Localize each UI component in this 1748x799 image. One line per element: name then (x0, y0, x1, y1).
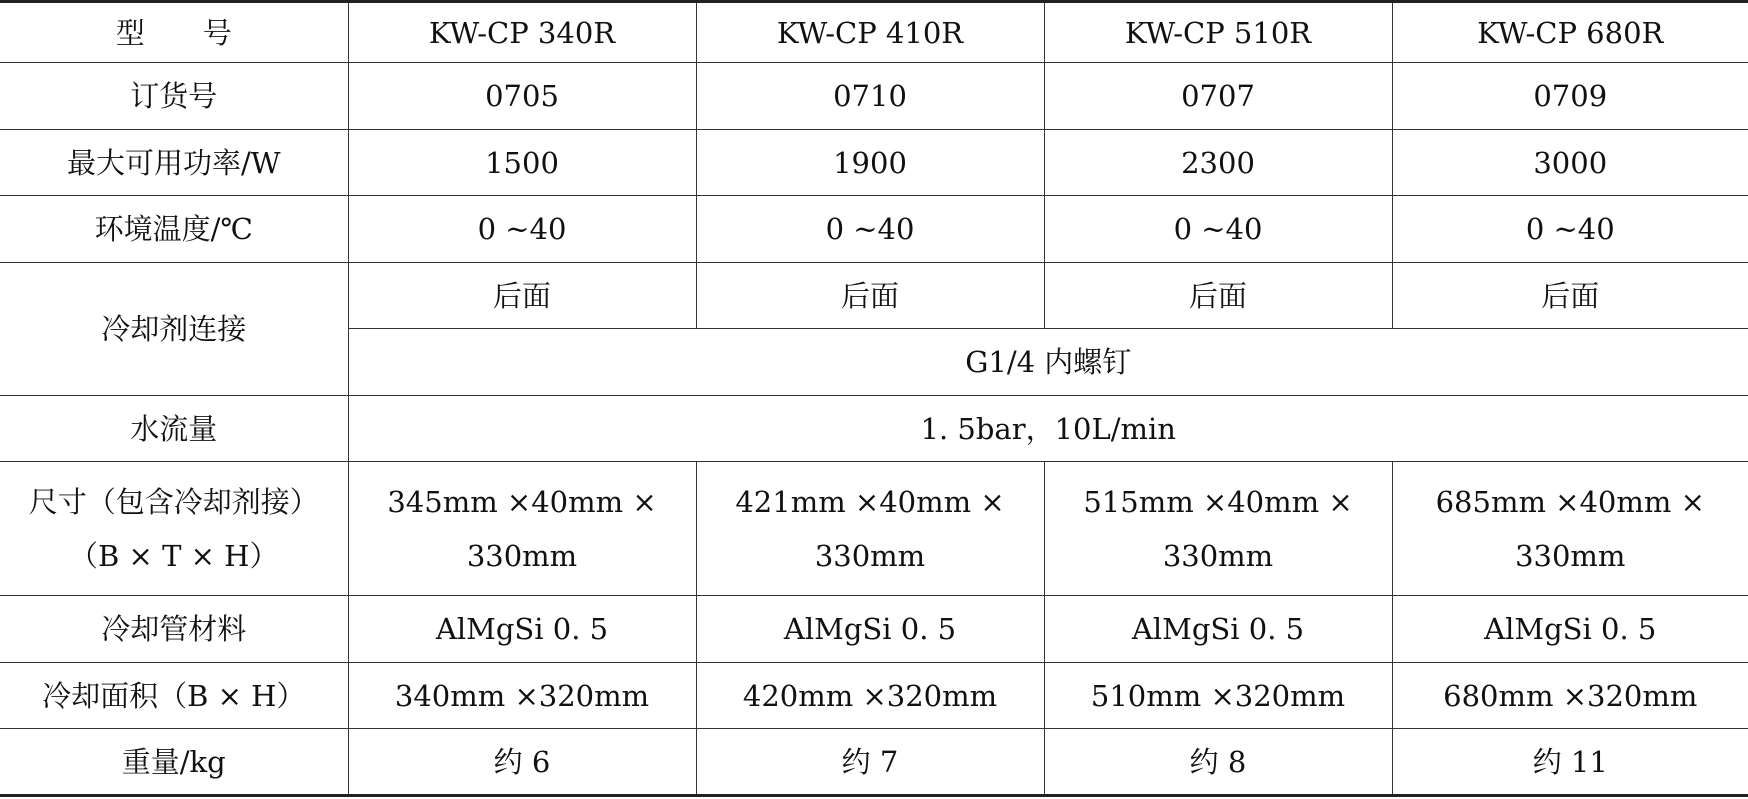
dimensions-cell (696, 462, 1044, 596)
row-coolant-connection (0, 262, 1748, 329)
order-number-cell: 0709 (1392, 63, 1748, 130)
row-label-order-number: 订货号 (0, 63, 348, 130)
dimensions-line1: 345mm ×40mm × (387, 484, 657, 519)
dimensions-line1: 421mm ×40mm × (735, 484, 1005, 519)
coolant-position-cell: 后面 (1392, 262, 1748, 329)
ambient-temperature-cell: 0 ~40 (1392, 196, 1748, 263)
row-label-cooling-area: 冷却面积（B × H） (0, 662, 348, 729)
dimensions-line2: 330mm (1515, 538, 1626, 573)
row-weight (0, 729, 1748, 796)
dimensions-line1: 515mm ×40mm × (1083, 484, 1353, 519)
row-order-number (0, 63, 1748, 130)
order-number-cell: 0705 (348, 63, 696, 130)
model-name: KW-CP 680R (1392, 2, 1748, 63)
model-name: KW-CP 340R (348, 2, 696, 63)
cooling-area-cell: 420mm ×320mm (696, 662, 1044, 729)
max-power-cell: 1500 (348, 129, 696, 196)
water-flow-cell: 1. 5bar，10L/min (348, 395, 1748, 462)
dimensions-line2: 330mm (1162, 538, 1274, 573)
row-label-ambient-temperature: 环境温度/℃ (0, 196, 348, 263)
dimensions-label-line2: （B × T × H） (69, 538, 279, 573)
order-number-cell: 0710 (696, 63, 1044, 130)
tube-material-cell: AlMgSi 0. 5 (696, 596, 1044, 663)
weight-cell: 约 8 (1044, 729, 1392, 796)
ambient-temperature-cell: 0 ~40 (348, 196, 696, 263)
row-dimensions (0, 462, 1748, 596)
dimensions-cell (1392, 462, 1748, 596)
ambient-temperature-cell: 0 ~40 (1044, 196, 1392, 263)
row-label-water-flow: 水流量 (0, 395, 348, 462)
dimensions-line1: 685mm ×40mm × (1435, 484, 1705, 519)
coolant-position-cell: 后面 (1044, 262, 1392, 329)
max-power-cell: 1900 (696, 129, 1044, 196)
cooling-area-cell: 510mm ×320mm (1044, 662, 1392, 729)
max-power-cell: 3000 (1392, 129, 1748, 196)
tube-material-cell: AlMgSi 0. 5 (1392, 596, 1748, 663)
model-name: KW-CP 410R (696, 2, 1044, 63)
max-power-cell: 2300 (1044, 129, 1392, 196)
weight-cell: 约 7 (696, 729, 1044, 796)
row-label-dimensions (0, 462, 348, 596)
row-ambient-temperature (0, 196, 1748, 263)
row-tube-material (0, 596, 1748, 663)
dimensions-cell (348, 462, 696, 596)
weight-cell: 约 11 (1392, 729, 1748, 796)
weight-cell: 约 6 (348, 729, 696, 796)
row-label-max-power: 最大可用功率/W (0, 129, 348, 196)
cooling-area-cell: 680mm ×320mm (1392, 662, 1748, 729)
ambient-temperature-cell: 0 ~40 (696, 196, 1044, 263)
cooling-area-cell: 340mm ×320mm (348, 662, 696, 729)
dimensions-line2: 330mm (466, 538, 578, 573)
row-max-power (0, 129, 1748, 196)
coolant-position-cell: 后面 (696, 262, 1044, 329)
dimensions-label-line1: 尺寸（包含冷却剂接） (28, 484, 319, 519)
row-label-tube-material: 冷却管材料 (0, 596, 348, 663)
tube-material-cell: AlMgSi 0. 5 (1044, 596, 1392, 663)
row-label-coolant-connection: 冷却剂连接 (0, 262, 348, 395)
row-label-weight: 重量/kg (0, 729, 348, 796)
order-number-cell: 0707 (1044, 63, 1392, 130)
model-name: KW-CP 510R (1044, 2, 1392, 63)
row-water-flow (0, 395, 1748, 462)
dimensions-line2: 330mm (814, 538, 926, 573)
row-label-model: 型 号 (0, 2, 348, 63)
row-model (0, 2, 1748, 63)
dimensions-cell (1044, 462, 1392, 596)
row-cooling-area (0, 662, 1748, 729)
coolant-position-cell: 后面 (348, 262, 696, 329)
coolant-thread-cell: G1/4 内螺钉 (348, 329, 1748, 396)
tube-material-cell: AlMgSi 0. 5 (348, 596, 696, 663)
